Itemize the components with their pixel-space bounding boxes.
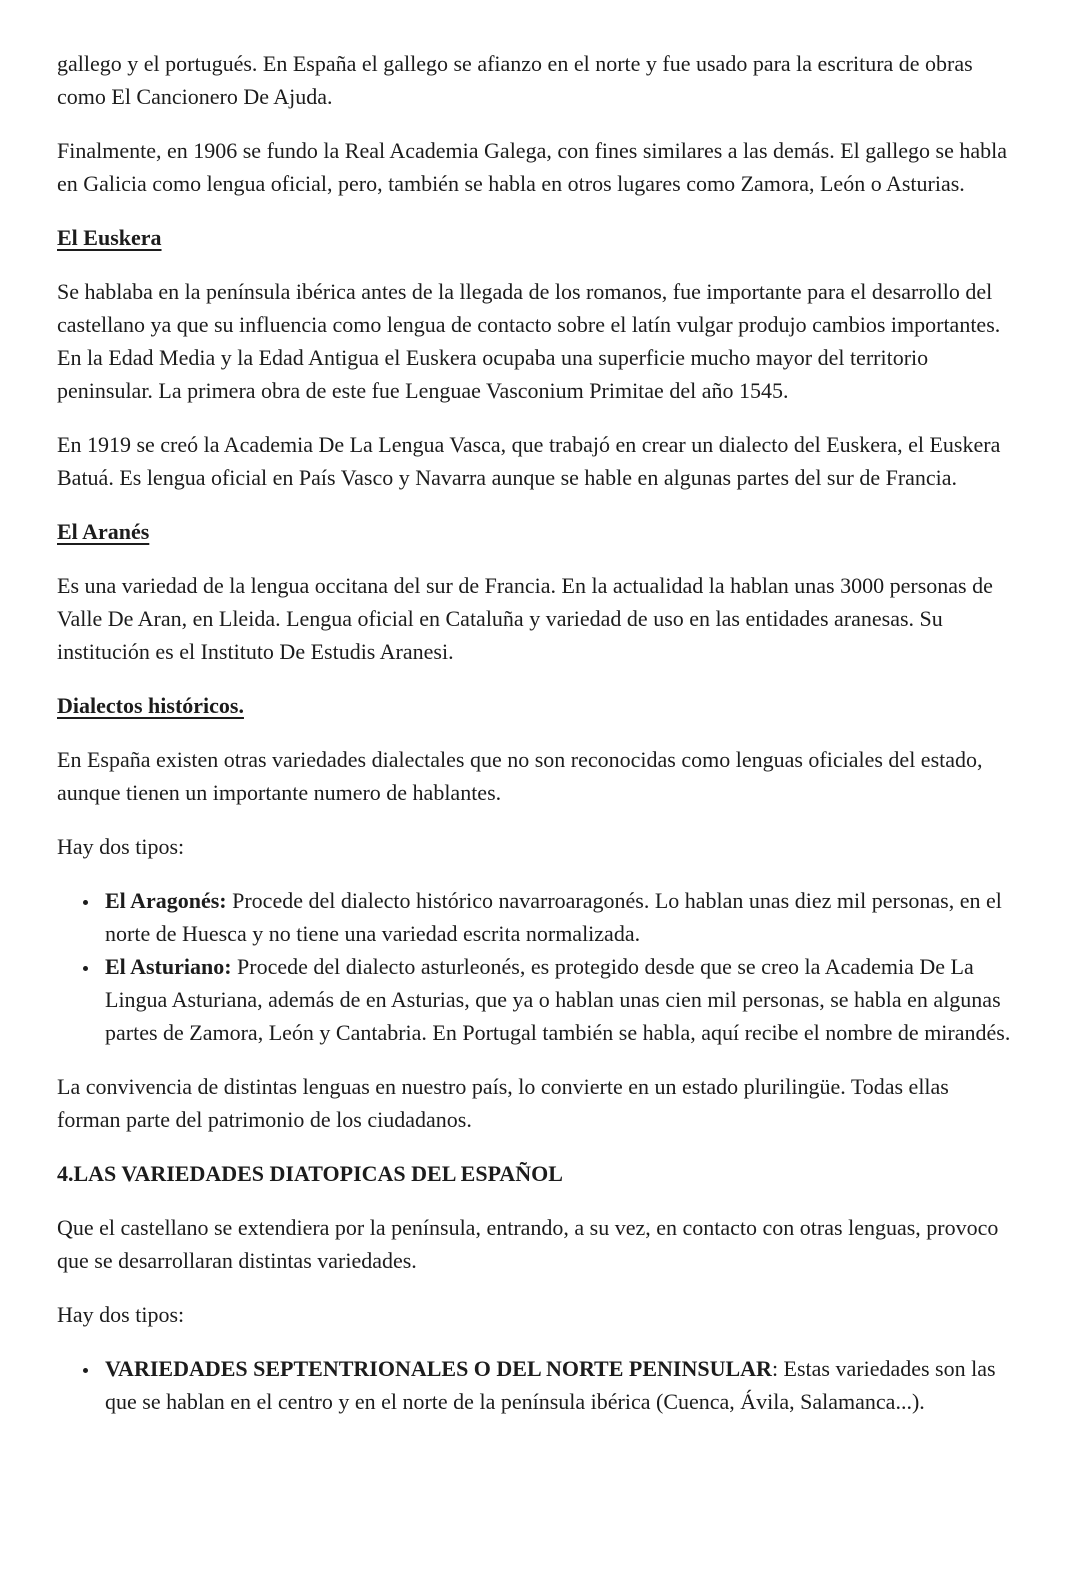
paragraph-convivencia: La convivencia de distintas lenguas en nuestro país, lo convierte en un estado plurilingüe. Todas ellas forman parte del patrimonio de los ciudadanos.: [57, 1074, 949, 1132]
paragraph-hay-dos-tipos-1: Hay dos tipos:: [57, 834, 185, 859]
paragraph-dialectos: En España existen otras variedades dialectales que no son reconocidas como lenguas oficiales del estado, aunque tienen un importante numero de hablantes.: [57, 747, 983, 805]
paragraph-hay-dos-tipos-2: Hay dos tipos:: [57, 1302, 185, 1327]
section-heading-variedades: [57, 1157, 1014, 1190]
section-heading-aranes: [57, 515, 1014, 548]
paragraph-gallego: gallego y el portugués. En España el gallego se afianzo en el norte y fue usado para la escritura de obras como El Cancionero De Ajuda.: [57, 51, 973, 109]
section-heading-euskera: [57, 221, 1014, 254]
section-heading-euskera-label: El Euskera: [57, 225, 162, 250]
paragraph-aranes: Es una variedad de la lengua occitana del sur de Francia. En la actualidad la hablan unas 3000 personas de Valle De Aran, en Lleida. Lengua oficial en Cataluña y variedad de uso en las entidades aranesas. Su institución es el Instituto De Estudis Aranesi.: [57, 573, 993, 664]
list-item-aragones: [100, 884, 1014, 950]
bullet-list-variedades: [57, 1352, 1014, 1418]
section-heading-dialectos: [57, 689, 1014, 722]
paragraph-euskera-2: En 1919 se creó la Academia De La Lengua Vasca, que trabajó en crear un dialecto del Euskera, el Euskera Batuá. Es lengua oficial en País Vasco y Navarra aunque se hable en algunas partes del sur de Francia.: [57, 432, 1001, 490]
list-item-septentrionales: [100, 1352, 1014, 1418]
list-item-aragones-text: Procede del dialecto histórico navarroaragonés. Lo hablan unas diez mil personas, en el norte de Huesca y no tiene una variedad escrita normalizada.: [105, 888, 1002, 946]
list-item-aragones-term: El Aragonés:: [105, 888, 227, 913]
section-heading-dialectos-label: Dialectos históricos.: [57, 693, 244, 718]
section-heading-variedades-label: 4.LAS VARIEDADES DIATOPICAS DEL ESPAÑOL: [57, 1161, 563, 1186]
bullet-list-dialectos: [57, 884, 1014, 1049]
list-item-septentrionales-term: VARIEDADES SEPTENTRIONALES O DEL NORTE PENINSULAR: [105, 1356, 772, 1381]
list-item-asturiano: [100, 950, 1014, 1049]
paragraph-euskera-1: Se hablaba en la península ibérica antes de la llegada de los romanos, fue importante para el desarrollo del castellano ya que su influencia como lengua de contacto sobre el latín vulgar produjo cambios importantes. En la Edad Media y la Edad Antigua el Euskera ocupaba una superficie mucho mayor del territorio peninsular. La primera obra de este fue Lenguae Vasconium Primitae del año 1545.: [57, 279, 1001, 403]
list-item-asturiano-text: Procede del dialecto asturleonés, es protegido desde que se creo la Academia De La Lingua Asturiana, además de en Asturias, que ya o hablan unas cien mil personas, se habla en algunas partes de Zamora, León y Cantabria. En Portugal también se habla, aquí recibe el nombre de mirandés.: [105, 954, 1011, 1045]
list-item-septentrionales-text: : Estas variedades son las que se hablan en el centro y en el norte de la península ibérica (Cuenca, Ávila, Salamanca...).: [105, 1356, 996, 1414]
paragraph-variedades: Que el castellano se extendiera por la península, entrando, a su vez, en contacto con otras lenguas, provoco que se desarrollaran distintas variedades.: [57, 1215, 999, 1273]
list-item-asturiano-term: El Asturiano:: [105, 954, 232, 979]
section-heading-aranes-label: El Aranés: [57, 519, 150, 544]
paragraph-academia-galega: Finalmente, en 1906 se fundo la Real Academia Galega, con fines similares a las demás. El gallego se habla en Galicia como lengua oficial, pero, también se habla en otros lugares como Zamora, León o Asturias.: [57, 138, 1007, 196]
